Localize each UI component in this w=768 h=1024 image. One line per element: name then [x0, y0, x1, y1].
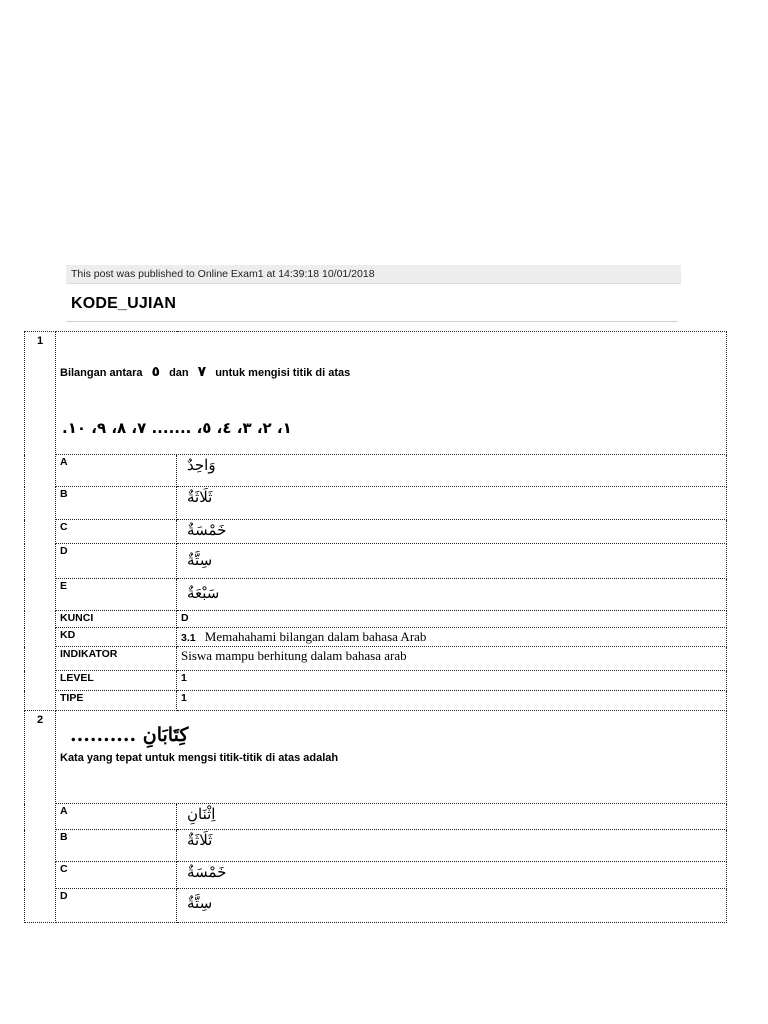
meta-row-kunci — [25, 611, 727, 628]
option-letter: A — [56, 804, 177, 830]
arabic-digit-b: ٧ — [197, 364, 207, 380]
meta-label: KUNCI — [56, 611, 177, 628]
question-table — [24, 331, 727, 923]
arabic-stem: كِتَابَانِ .......... — [70, 724, 189, 746]
option-letter: B — [56, 487, 177, 520]
prompt-suffix: untuk mengisi titik di atas — [215, 367, 351, 379]
option-text: خَمْسَةٌ — [177, 862, 727, 889]
question-number: 1 — [25, 332, 56, 711]
option-text: اِثْنَانِ — [177, 804, 727, 830]
question-number: 2 — [25, 711, 56, 923]
kd-code: 3.1 — [181, 632, 196, 644]
option-row — [25, 455, 727, 487]
level-value: 1 — [177, 671, 727, 691]
option-row — [25, 804, 727, 830]
tipe-value: 1 — [177, 691, 727, 711]
meta-label: INDIKATOR — [56, 647, 177, 671]
option-text: وَاحِدٌ — [177, 455, 727, 487]
option-text: ثَلَاثَةٌ — [177, 830, 727, 862]
option-row — [25, 520, 727, 544]
meta-row-tipe — [25, 691, 727, 711]
option-row — [25, 579, 727, 611]
option-letter: A — [56, 455, 177, 487]
meta-label: LEVEL — [56, 671, 177, 691]
option-text: ثَلَاثَةٌ — [177, 487, 727, 520]
publish-banner: This post was published to Online Exam1 at 14:39:18 10/01/2018 — [66, 265, 681, 284]
option-text: خَمْسَةٌ — [177, 520, 727, 544]
question-2-stem-row — [25, 711, 727, 804]
option-letter: C — [56, 862, 177, 889]
answer-key: D — [177, 611, 727, 628]
question-2-prompt: Kata yang tepat untuk mengsi titik-titik di atas adalah — [60, 752, 339, 764]
option-row — [25, 544, 727, 579]
indikator-value: Siswa mampu berhitung dalam bahasa arab — [177, 647, 727, 671]
question-1-stem-row — [25, 332, 727, 455]
option-letter: E — [56, 579, 177, 611]
option-row — [25, 862, 727, 889]
option-text: سِتَّةٌ — [177, 544, 727, 579]
option-letter: D — [56, 889, 177, 923]
option-text: سَبْعَةٌ — [177, 579, 727, 611]
meta-row-indikator — [25, 647, 727, 671]
meta-row-kd — [25, 628, 727, 647]
page-title: KODE_UJIAN — [71, 295, 177, 312]
meta-label: TIPE — [56, 691, 177, 711]
option-letter: D — [56, 544, 177, 579]
option-text: سِتَّةٌ — [177, 889, 727, 923]
option-row — [25, 889, 727, 923]
option-letter: B — [56, 830, 177, 862]
kd-text: Memahahami bilangan dalam bahasa Arab — [204, 629, 427, 644]
option-letter: C — [56, 520, 177, 544]
question-1-stem — [56, 332, 727, 455]
prompt-prefix: Bilangan antara — [60, 367, 143, 379]
question-2-stem — [56, 711, 727, 804]
title-divider — [66, 321, 678, 322]
option-row — [25, 830, 727, 862]
arabic-digit-a: ٥ — [151, 364, 161, 380]
option-row — [25, 487, 727, 520]
meta-row-level — [25, 671, 727, 691]
prompt-mid: dan — [169, 367, 189, 379]
meta-label: KD — [56, 628, 177, 647]
number-sequence: ١، ٢، ٣، ٤، ٥، ....... ٧، ٨، ٩، ١٠. — [62, 419, 292, 437]
kd-value — [177, 628, 727, 647]
question-1-prompt — [60, 364, 722, 380]
